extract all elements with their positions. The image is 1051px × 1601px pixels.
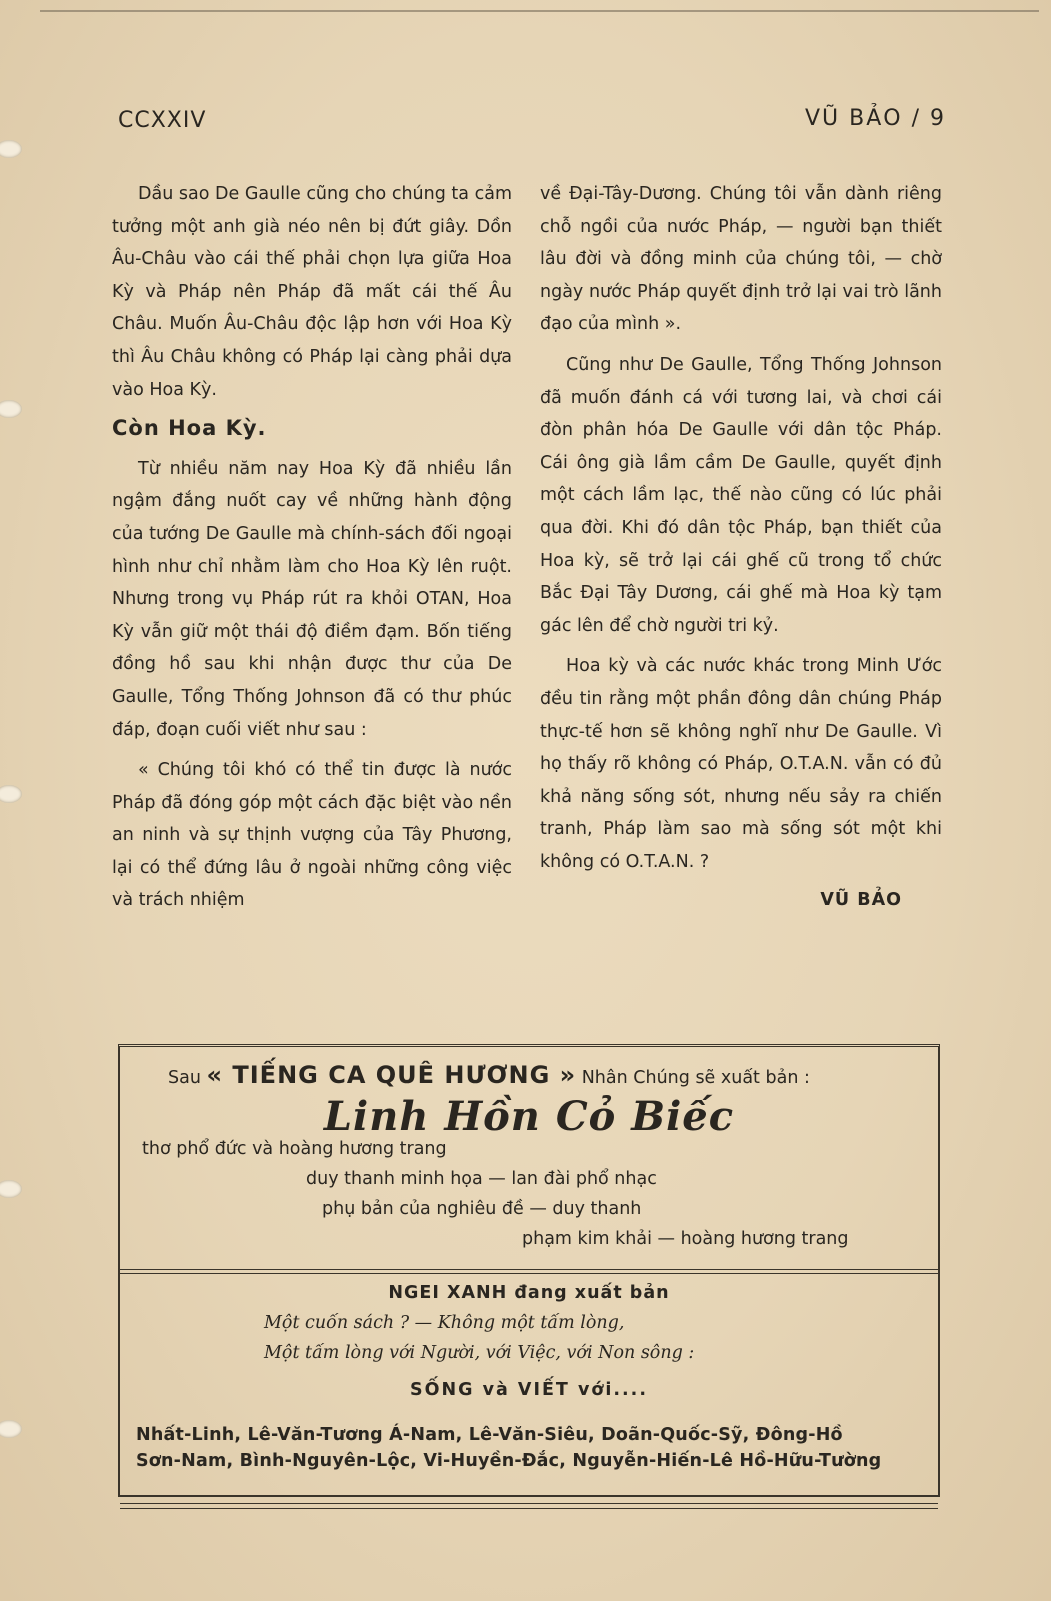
binding-hole bbox=[0, 140, 22, 158]
paragraph: Dầu sao De Gaulle cũng cho chúng ta cảm tưởng một anh già néo nên bị đứt giây. Dồn Âu-Châu vào cái thế phải chọn lựa giữa Hoa Kỳ và Pháp nên Pháp đã mất cái thế Âu Châu. Muốn Âu-Châu độc lập hơn với Hoa Kỳ thì Âu Châu không có Pháp lại càng phải dựa vào Hoa Kỳ. bbox=[112, 184, 512, 400]
author-list: Sơn-Nam, Bình-Nguyên-Lộc, Vi-Huyền-Đắc, Nguyễn-Hiến-Lê Hồ-Hữu-Tường bbox=[136, 1451, 882, 1471]
book-title: Linh Hồn Cỏ Biếc bbox=[323, 1093, 735, 1140]
author-signature: VŨ BẢO bbox=[820, 890, 902, 911]
ad-announcement bbox=[168, 1061, 810, 1089]
binding-hole bbox=[0, 1180, 22, 1198]
paragraph: về Đại-Tây-Dương. Chúng tôi vẫn dành riêng chỗ ngồi của nước Pháp, — người bạn thiết lâu đời và đồng minh của chúng tôi, — chờ ngày nước Pháp quyết định trở lại vai trò lãnh đạo của mình ». bbox=[540, 184, 942, 335]
ad-credit: phụ bản của nghiêu đề — duy thanh bbox=[322, 1199, 642, 1219]
left-column bbox=[112, 178, 512, 917]
advertisement-box bbox=[118, 1044, 940, 1497]
page-header-left: CCXXIV bbox=[118, 108, 207, 133]
page-header-right: VŨ BẢO / 9 bbox=[805, 106, 946, 131]
ad-credit: phạm kim khải — hoàng hương trang bbox=[522, 1229, 849, 1249]
ad-credit: duy thanh minh họa — lan đài phổ nhạc bbox=[306, 1169, 657, 1189]
motto-line: Một cuốn sách ? — Không một tấm lòng, bbox=[264, 1313, 625, 1333]
ad-credit: thơ phổ đức và hoàng hương trang bbox=[142, 1139, 447, 1159]
paragraph: Cũng như De Gaulle, Tổng Thống Johnson đã muốn đánh cá với tương lai, và chơi cái đòn phân hóa De Gaulle với dân tộc Pháp. Cái ông già lầm cầm De Gaulle, quyết định một cách lầm lạc, thế nào cũng có lúc phải qua đời. Khi đó dân tộc Pháp, bạn thiết của Hoa kỳ, sẽ trở lại cái ghế cũ trong tổ chức Bắc Đại Tây Dương, cái ghế mà Hoa kỳ tạm gác lên để chờ người tri kỷ. bbox=[540, 354, 942, 636]
right-column bbox=[540, 178, 942, 917]
top-edge-rule bbox=[40, 10, 1039, 12]
ad-pre: Sau bbox=[168, 1068, 201, 1088]
slogan: SỐNG và VIẾT với.... bbox=[410, 1380, 648, 1400]
quote-paragraph: « Chúng tôi khó có thể tin được là nước Pháp đã đóng góp một cách đặc biệt vào nền an ninh và sự thịnh vượng của Tây Phương, lại có thể đứng lâu ở ngoài những công việc và trách nhiệm bbox=[112, 760, 512, 911]
ad-quote-title: « TIẾNG CA QUÊ HƯƠNG » bbox=[206, 1061, 577, 1089]
publisher-heading: NGEI XANH đang xuất bản bbox=[388, 1283, 670, 1303]
author-list: Nhất-Linh, Lê-Văn-Tương Á-Nam, Lê-Văn-Siêu, Doãn-Quốc-Sỹ, Đông-Hồ bbox=[136, 1425, 843, 1445]
binding-hole bbox=[0, 1420, 22, 1438]
motto-line: Một tấm lòng với Người, với Việc, với Non sông : bbox=[264, 1343, 695, 1363]
paragraph: Từ nhiều năm nay Hoa Kỳ đã nhiều lần ngậm đắng nuốt cay về những hành động của tướng De Gaulle mà chính-sách đối ngoại hình như chỉ nhằm làm cho Hoa Kỳ lên ruột. Nhưng trong vụ Pháp rút ra khỏi OTAN, Hoa Kỳ vẫn giữ một thái độ điềm đạm. Bốn tiếng đồng hồ sau khi nhận được thư của De Gaulle, Tổng Thống Johnson đã có thư phúc đáp, đoạn cuối viết như sau : bbox=[112, 458, 512, 740]
binding-hole bbox=[0, 785, 22, 803]
ad-post: Nhân Chúng sẽ xuất bản : bbox=[581, 1068, 810, 1088]
binding-hole bbox=[0, 400, 22, 418]
ad-bottom-rule bbox=[120, 1503, 938, 1509]
ad-divider bbox=[120, 1269, 938, 1274]
section-heading: Còn Hoa Kỳ. bbox=[112, 416, 267, 441]
paragraph: Hoa kỳ và các nước khác trong Minh Ước đều tin rằng một phần đông dân chúng Pháp thực-tế hơn sẽ không nghĩ như De Gaulle. Vì họ thấy rõ không có Pháp, O.T.A.N. vẫn có đủ khả năng sống sót, nhưng nếu sảy ra chiến tranh, Pháp làm sao mà sống sót một khi không có O.T.A.N. ? bbox=[540, 656, 942, 872]
